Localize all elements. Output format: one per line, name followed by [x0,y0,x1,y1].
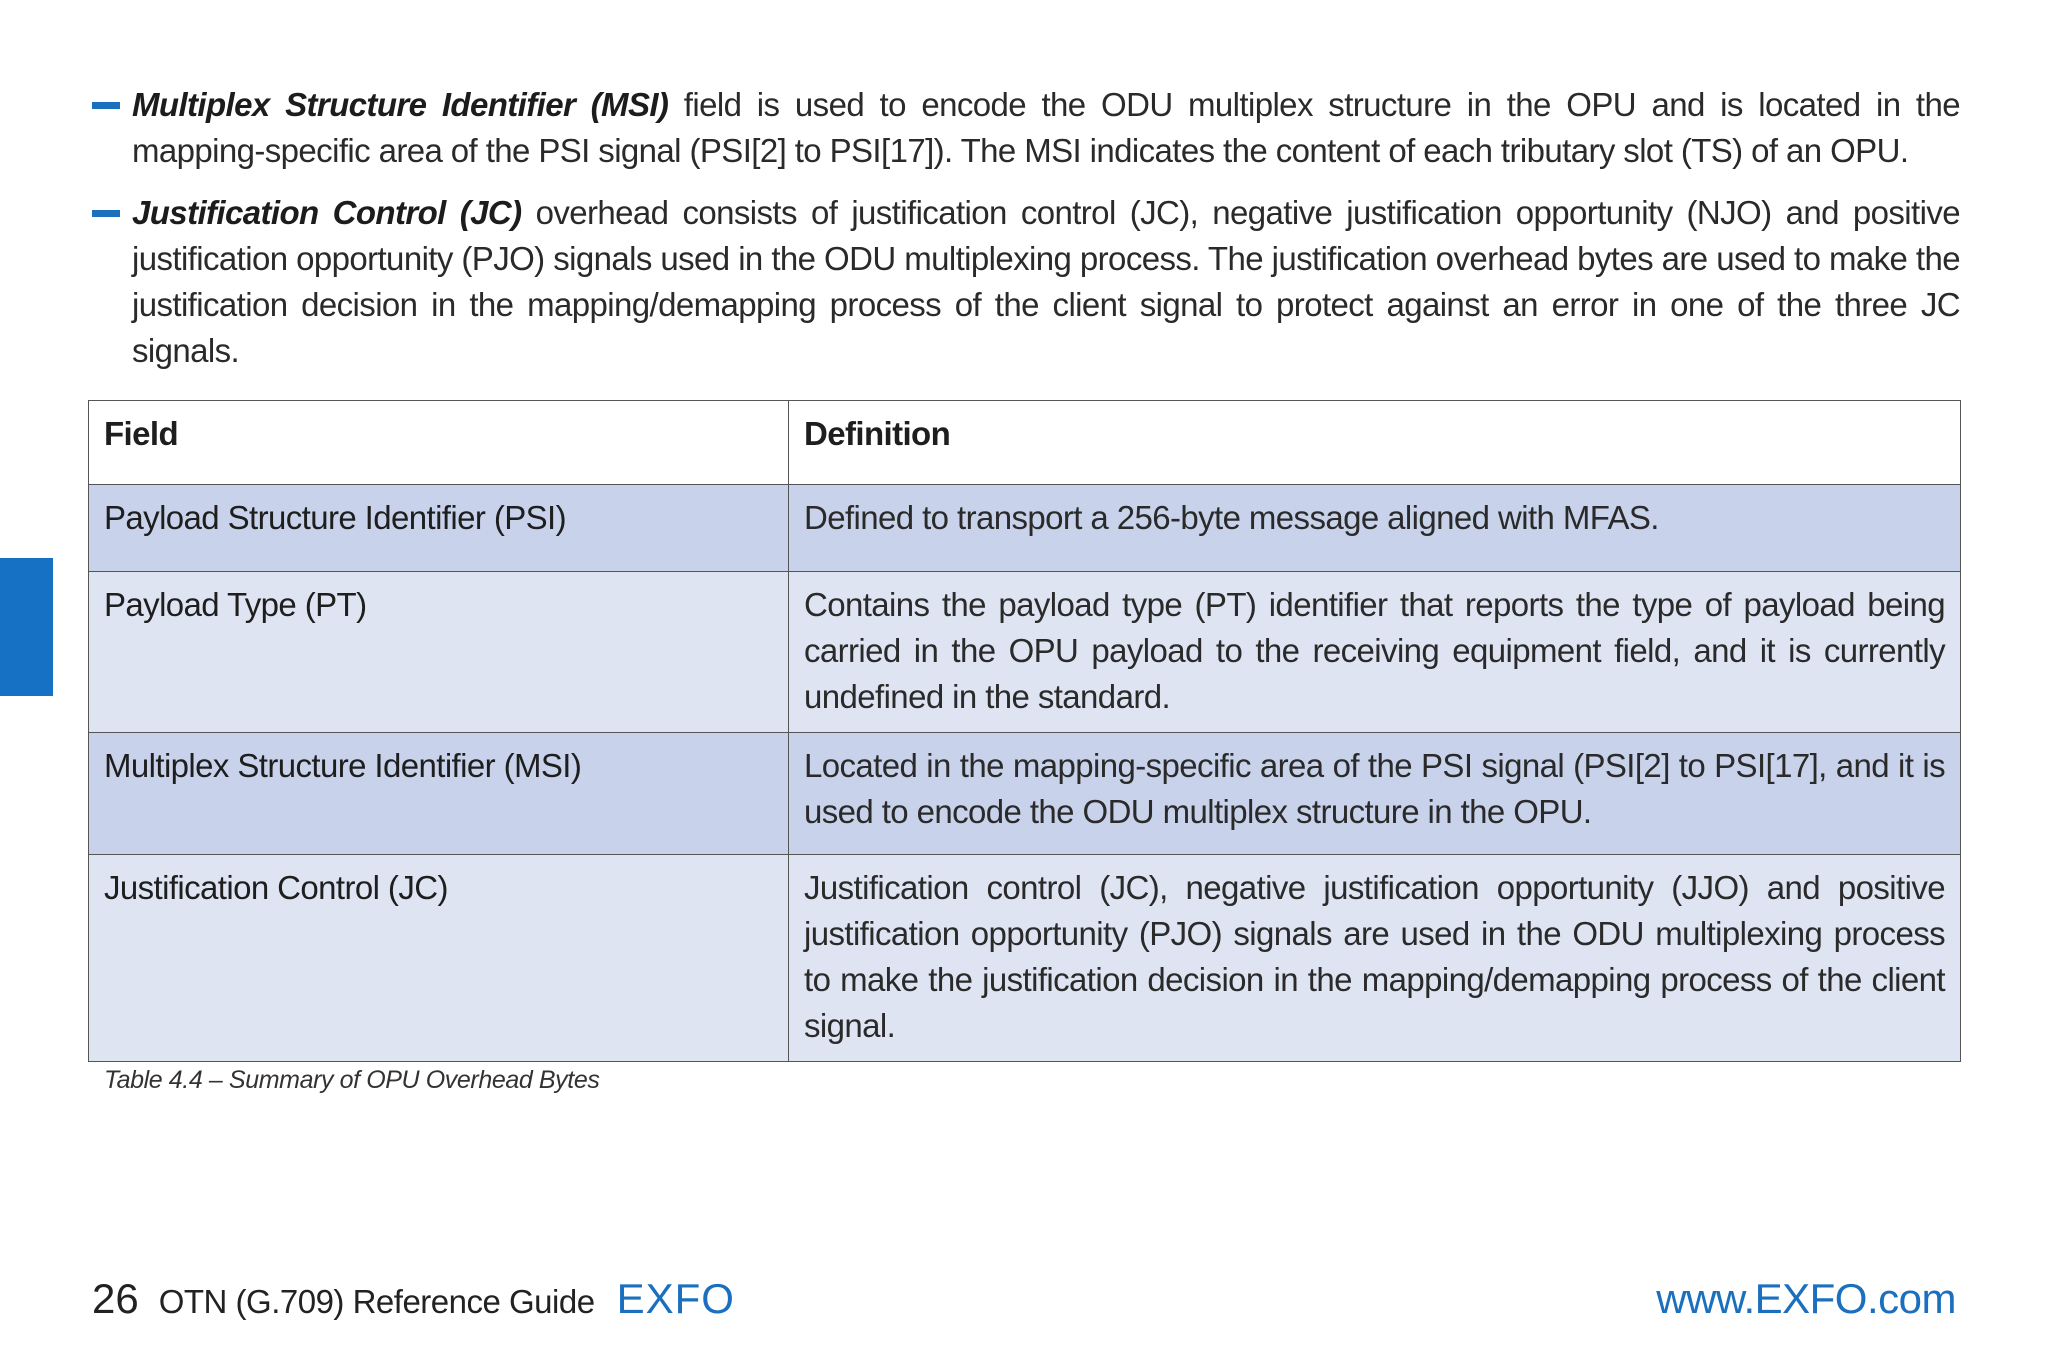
bullet-item-msi [90,82,1960,174]
header-definition: Definition [804,415,951,452]
bullet-list [90,82,1960,390]
definition-cell: Justification control (JC), negative justification opportunity (JJO) and positive justification opportunity (PJO) signals are used in the ODU multiplexing process to make the justification decision in the mapping/demapping process of the client signal. [804,869,1945,1044]
bullet-term: Multiplex Structure Identifier (MSI) [132,86,669,123]
footer-left [92,1275,735,1323]
table-row [89,732,1960,854]
table-caption: Table 4.4 – Summary of OPU Overhead Bytes [104,1066,600,1094]
field-cell: Payload Type (PT) [89,572,789,732]
bullet-item-jc [90,190,1960,374]
definition-cell: Defined to transport a 256-byte message aligned with MFAS. [804,499,1659,536]
opu-overhead-table [88,400,1961,1062]
header-field: Field [89,401,789,484]
page-number: 26 [92,1275,139,1322]
bullet-dash-icon [92,210,120,217]
field-cell: Multiplex Structure Identifier (MSI) [89,733,789,854]
bullet-text: field is used to encode the ODU multiplex structure in the OPU and is located in the mapping-specific area of the PSI signal (PSI[2] to PSI[17]). The MSI indicates the content of each tributary slot (TS) of an OPU. [132,86,1960,169]
brand-logo: EXFO [616,1275,735,1322]
table-row [89,571,1960,732]
definition-cell: Contains the payload type (PT) identifier that reports the type of payload being carried in the OPU payload to the receiving equipment field, and it is currently undefined in the standard. [804,586,1945,715]
field-cell: Justification Control (JC) [89,855,789,1061]
table-row [89,484,1960,571]
table-row [89,854,1960,1061]
chapter-side-tab [0,558,53,696]
bullet-text: overhead consists of justification control (JC), negative justification opportunity (NJO) and positive justification opportunity (PJO) signals used in the ODU multiplexing process. The justification overhead bytes are used to make the justification decision in the mapping/demapping process of the client signal to protect against an error in one of the three JC signals. [132,194,1960,369]
website-link[interactable]: www.EXFO.com [1656,1275,1956,1322]
guide-title: OTN (G.709) Reference Guide [158,1283,595,1320]
bullet-term: Justification Control (JC) [132,194,522,231]
field-cell: Payload Structure Identifier (PSI) [89,485,789,571]
definition-cell: Located in the mapping-specific area of the PSI signal (PSI[2] to PSI[17], and it is used to encode the ODU multiplex structure in the OPU. [804,747,1945,830]
bullet-dash-icon [92,102,120,109]
table-header-row [89,401,1960,484]
